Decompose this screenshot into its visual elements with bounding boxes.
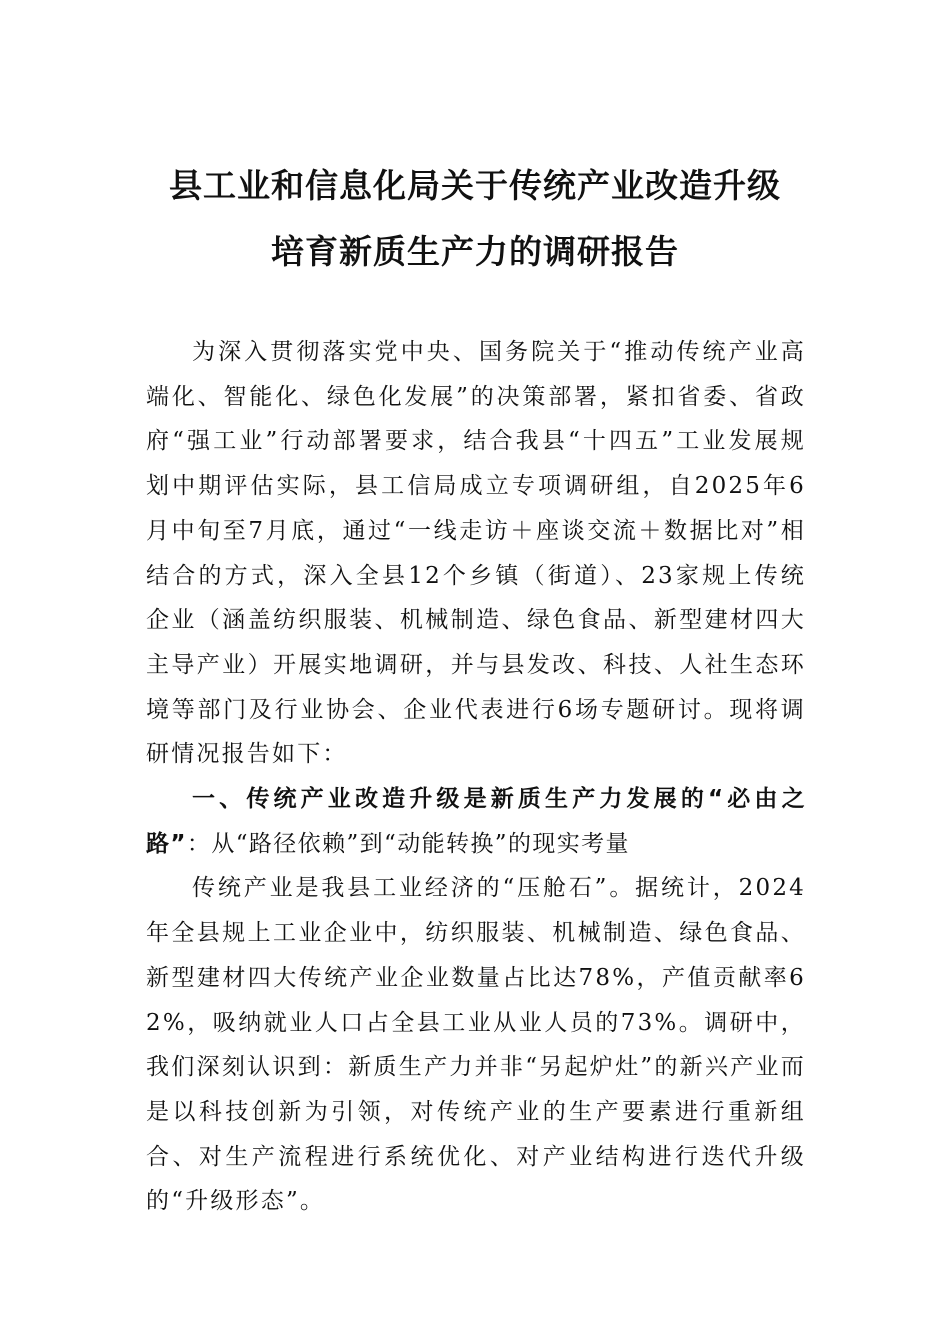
document-body — [146, 330, 806, 1224]
intro-paragraph: 为深入贯彻落实党中央、国务院关于“推动传统产业高端化、智能化、绿色化发展”的决策部署，紧扣省委、省政府“强工业”行动部署要求，结合我县“十四五”工业发展规划中期评估实际，县工信局成立专项调研组，自2025年6月中旬至7月底，通过“一线走访＋座谈交流＋数据比对”相结合的方式，深入全县12个乡镇（街道）、23家规上传统企业（涵盖纺织服装、机械制造、绿色食品、新型建材四大主导产业）开展实地调研，并与县发改、科技、人社生态环境等部门及行业协会、企业代表进行6场专题研讨。现将调研情况报告如下： — [146, 339, 806, 768]
section-1-heading-rest: ：从“路径依赖”到“动能转换”的现实考量 — [186, 830, 630, 857]
document-title-line-1: 县工业和信息化局关于传统产业改造升级 — [169, 166, 781, 205]
section-1-heading — [146, 777, 806, 866]
section-1-paragraph: 传统产业是我县工业经济的“压舱石”。据统计，2024年全县规上工业企业中，纺织服装、机械制造、绿色食品、新型建材四大传统产业企业数量占比达78%，产值贡献率62%，吸纳就业人口占全县工业从业人员的73%。调研中，我们深刻认识到：新质生产力并非“另起炉灶”的新兴产业而是以科技创新为引领，对传统产业的生产要素进行重新组合、对生产流程进行系统优化、对产业结构进行迭代升级的“升级形态”。 — [146, 875, 806, 1215]
section-1-heading-bold: 一、传统产业改造升级是新质生产力发展的“必由之路” — [146, 786, 806, 857]
document-title-line-2: 培育新质生产力的调研报告 — [271, 232, 679, 271]
